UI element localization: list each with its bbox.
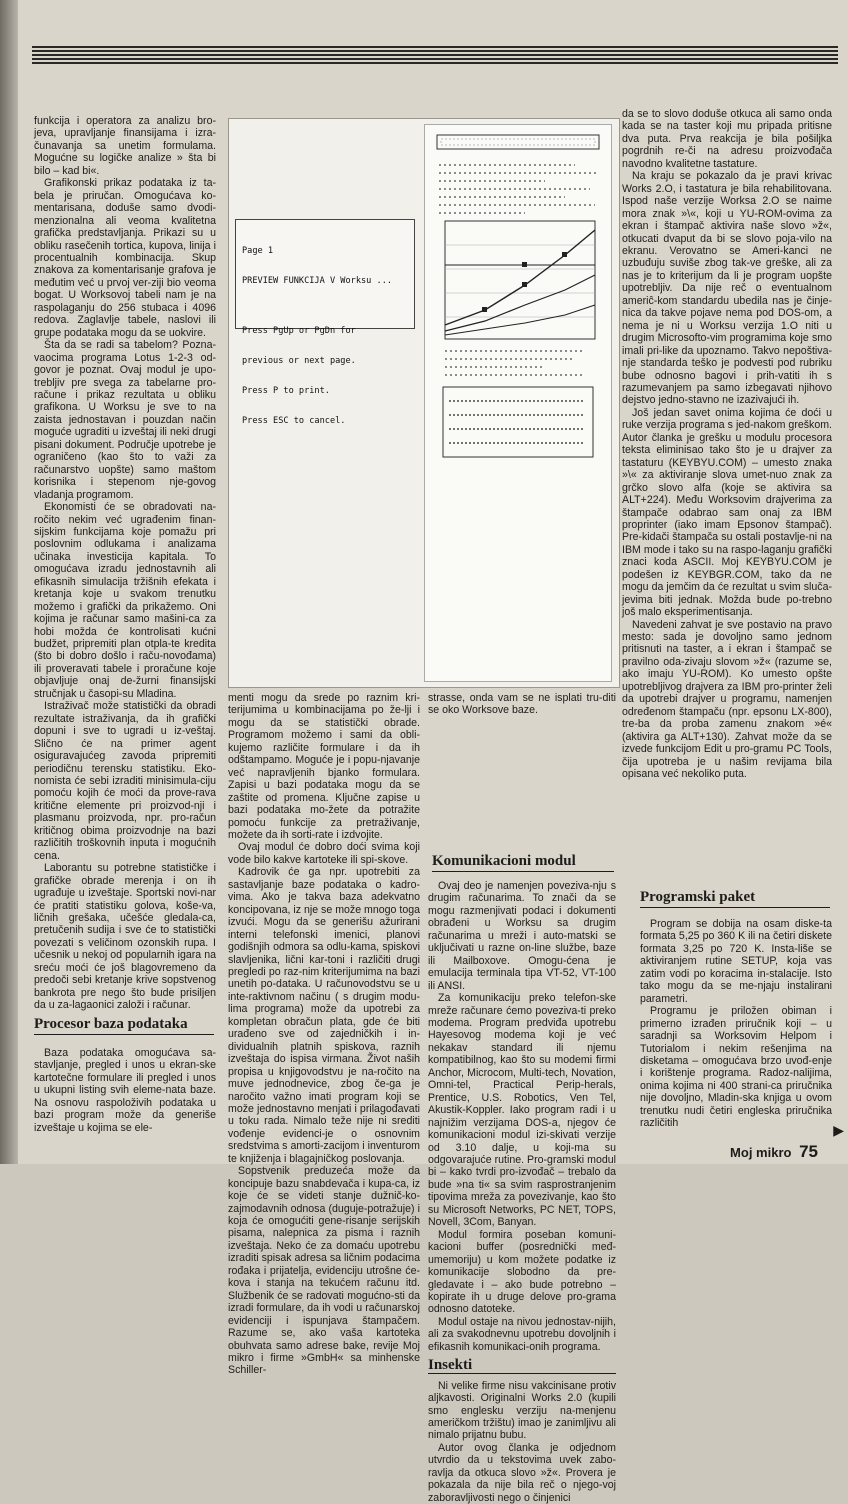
screen-line: Page 1 — [242, 246, 274, 256]
section-heading-procesor: Procesor baza podataka — [34, 1016, 214, 1035]
paragraph: Laborantu su potrebne statističke i grafičke obrade merenja i on ih ugrađuje u izveštaje. Sportski novi-nar će pratiti statistiku golova, koše-va, ličnih grešaka, učešće gledala-ca, pretučenih sudija i sve će to statistički povezati s veličinom ozonskih rupa. I učesnik u nekoj od popularnih igara na sreću moći će još blagovremeno da predoči sebi kretanje krive sopstvenog bankrota pre nego što bude prisiljen da u za-lagaonici založi i računar. — [34, 862, 216, 1012]
paragraph: Modul formira poseban komuni-kacioni buffer (posrednički međ-umemoriju) u kom možete podatke iz komunikacije slobodno da pre-gledavate i – ako bude potrebno – kopirate ih u druge delove pro-grama odnosno datoteke. — [428, 1228, 616, 1316]
section-heading-programski: Programski paket — [640, 889, 830, 908]
paragraph: strasse, onda vam se ne isplati tru-diti se oko Worksove baze. — [428, 692, 616, 717]
column-4 — [622, 108, 832, 883]
paragraph: menti mogu da srede po raznim kri-terijumima u kombinacijama po že-lji i mogu da se statistički obrade. Programom možemo i sami da obli-kujemo različite formulare i da ih odštampamo. Moguće je i popu-njavanje već napravljenih bjanko formulara. Zapisi u bazi podataka mogu da se zaštite od promena. Ključne zapise u bazi podataka mo-žete da potražite pomoću funkcije za pretraživanje, možete da ih sorti-rate i izdvojite. — [228, 692, 420, 841]
paragraph: Šta da se radi sa tabelom? Pozna-vaocima programa Lotus 1-2-3 od-govor je poznat. Ovaj modul je upo-trebljiv pre svega za tabelarne pro-račune i prikaz rezultata u obliku grafikona. U Worksu je sve to na zaista jednostavan i pouzdan način moguće ugraditi u izveštaj ili neki drugi pisani dokument. Područje upotrebe je ograničeno (kao što to važi za računarstvo uopšte) samo maštom korisnika i stepenom nje-govog vladanja programom. — [34, 339, 216, 501]
paragraph: Ovaj modul će dobro doći svima koji vode bilo kakve kartoteke ili spi-skove. — [228, 841, 420, 866]
column-3-top — [428, 692, 616, 730]
paragraph: Ni velike firme nisu vakcinisane protiv aljkavosti. Originalni Works 2.0 (kupili smo englesku verziju na-menjenu američkom tržištu) imao je zanimljivu ali nimalo prijatnu bubu. — [428, 1379, 616, 1442]
paragraph: Ekonomisti će se obradovati na-ročito nekim već ugrađenim finan-sijskim funkcijama koje pomažu pri poslovnim odlukama i analizama učinaka investicija kapitala. To omogućava izradu jednostavnih ali efikasnih simulacija tržišnih efekata i kretanja koje u svakom trenutku možemo i grafički da prikažemo. Oni kojima je računar samo mašini-ca za hobi možda će kontrolisati kućni budžet, pripremiti plan otpla-te kredita (što bi dobro došlo i raču-novođama) ili proveravati tabele i proračune koje objavljuje onaj de-žurni finansijski stručnjak u časopi-su Mladina. — [34, 501, 216, 700]
screen-line: previous or next page. — [242, 356, 356, 366]
paragraph: Grafikonski prikaz podataka iz ta-bela je priručan. Omogućava ko-mentarisana, doduše samo dvodi-menzionalna ali veoma kvalitetna grafička predstavljanja. Prikazi su u obliku rasečenih tortica, kupova, linija i procentualnih kombinacija. Skup znakova za komentarisanje grafova je međutim već u prvoj ver-ziji bio veoma bogat. U Worksovoj tabeli nam je na raspolaganju do 256 stubaca i 4096 redova. Zaglavlje tabele, naslovi ili grupe podataka mogu da se uokvire. — [34, 177, 216, 339]
column-2 — [228, 692, 420, 1377]
paragraph: Modul ostaje na nivou jednostav-nijih, ali za svakodnevnu upotrebu dovoljnih i efikasnih komunikaci-onih programa. — [428, 1315, 616, 1353]
screen-line: Press ESC to cancel. — [242, 416, 346, 426]
page-footer — [730, 1142, 818, 1162]
preview-screen — [235, 219, 415, 426]
page-number: 75 — [799, 1142, 818, 1161]
page-binding-shadow — [0, 0, 18, 1164]
paragraph: Na kraju se pokazalo da je pravi krivac Works 2.O, i tastatura je bila rehabilitovana. Ispod naše verzije Worksa 2.O se naime mora znak »\«, koji u YU-ROM-ovima za ekran i štampač aktivira naše slovo »ž«, otkucati dvaput da bi se slovo poja-vilo na ekranu. Verovatno se Ameri-kanci ne uzbuđuju suviše zbog tak-ve greške, ali za nas je to kriterijum da li je program uopšte upotrebljiv. Da nije reč o eventualnom ameriĉ-kom standardu ubedila nas je činje-nica da takve pojave nema pod DOS-om, a nema je ni u Worksu verzija 1.O niti u drugim Microsofto-vim programima koje smo imali pri-like da upoznamo. Takvo nepoštiva-nje standarda teško je podvesti pod rubriku bube odnosno bagovi i prih-vatiti ih s razumevanjem pa samo izbegavati njihovo dejstvo jedno-stavno ne izazivajući ih. — [622, 170, 832, 407]
paragraph: da se to slovo doduše otkuca ali samo onda kada se na taster koji mu pripada pritisne dva puta. Prva reakcija je bila pošiljka pogrdnih re-či na adresu proizvođača navodno kvalitetne tastature. — [622, 108, 832, 170]
column-1-bottom — [34, 1047, 216, 1147]
section-heading-insekti: Insekti — [428, 1359, 616, 1373]
paragraph: Još jedan savet onima kojima će doći u ruke verzija programa s jed-nakom greškom. Autor članka je grešku u modulu procesora teksta eliminisao tako što je u drajver za tastaturu (KEYBYU.COM) – umesto znaka »\« za aktiviranje slova umet-nuo znak za grčko slovo alfa (koje se aktivira sa ALT+224). Među Worksovim drajverima za štampače odabrao sam onaj za IBM proprinter (iako imam Epsonov štampač). Pre-kidači štampača su ostali postavlje-ni na IBM mode i tako su na raspo-laganju grafički znaci koda ASCII. Moj KEYBYU.COM je podešen iz KEYBGR.COM, tako da ne mogu da jemčim da će rezultat u svim sluča-jevima biti jednak. Možda bude po-trebno još malo eksperimentisanja. — [622, 406, 832, 619]
column-3 — [428, 880, 616, 1504]
section-heading-komunikacioni: Komunikacioni modul — [432, 853, 614, 872]
printed-page-preview — [425, 125, 611, 681]
paragraph: Ovaj deo je namenjen poveziva-nju s drugim računarima. To znači da se mogu razmenjivati podaci i dokumenti obrađeni u Worksu sa drugim računarima u mreži i auto-matski se uključivati u razne on-line službe, baze ili Mailboxove. Omogu-ćena je emulacija terminala tipa VT-52, VT-100 ili ANSI. — [428, 880, 616, 992]
paragraph: Sopstvenik preduzeća može da koncipuje bazu snabdevača i kupa-ca, iz koje će se videti stanje dužnič-ko-zajmodavnih odnosa (duguje-potražuje) i koja će omogućiti gene-risanje serijskih pisama, nalepnica za pisma i raznih izveštaja. Neko će za domaću upotrebu izraditi spisak adresa sa ličnim podacima rođaka i prijatelja, evidenciju utrošne će-kova i stanja na tekućem računu itd. Službenik će se radovati mogućno-sti da izradi formulare, da ih vodi u računarskoj evidenciji i ispunjava štampačem. Razume se, ako vaša kartoteka obuhvata samo adrese bake, revije Moj mikro i firme »GmbH« sa minhenske Schiller- — [228, 1165, 420, 1377]
screen-line: Press PgUp or PgDn for — [242, 326, 356, 336]
paragraph: funkcija i operatora za analizu bro-jeva, upravljanje finansijama i izra-čunavanja sa unetim formulama. Mogućne su logičke analize » šta bi bilo – kad bi«. — [34, 115, 216, 177]
paragraph: Za komunikaciju preko telefon-ske mreže računare ćemo poveziva-ti preko modema. Program predviđa upotrebu Hayesovog modema koji je već nekakav standard ili njemu kompatibilnog, kao što su modemi firmi Anchor, Microcom, Multi-tech, Novation, Omni-tel, Practical Perip-herals, Prentice, U.S. Robotics, Ven Tel, Akustik-Koppler. Iako program radi i u najnižim verzijama DOS-a, njegov će komunikacioni modul izi-skivati verzije od 3.10 dalje, u koji-ma su odgovarajuće rutine. Pro-gramski modul bi – kako tvrdi pro-izvođač – trebalo da bude »na ti« sa svim rasprostranjenim tipovima mreža za povezivanje, kao što su Microsoft Networks, PC NET, TOPS, Novell, 3Com, Banyan. — [428, 992, 616, 1229]
paragraph: Programu je priložen obiman i primerno izrađen priručnik koji – u saradnji sa Worksovim Helpom i Tutorialom i nekim rešenjima na disketama – omogućava brzo uvođ-enje i korištenje programa. Radoz-nalijima, onima kojima ni 400 strani-ca priručnika nije dovoljno, Mladin-ska knjiga u ovom trenutku nudi četiri engleska priručnika različitih — [640, 1005, 832, 1130]
paragraph: Istraživač može statistički da obradi rezultate istraživanja, da ih grafički dopuni i sve to ugradi u iz-veštaj. Slično će na primer agent osiguravajućeg zavoda pripremiti periodičnu terensku statistiku. Eko-nomista će sebi izraditi minisimula-ciju pomoću kojih će moći da prove-rava kritične elemente pri proizvod-nji i plasmanu proizvoda, npr. pro-račun kritičnog obima proizvodnje na bazi različitih troškovnih inputa i mogućnih cena. — [34, 700, 216, 862]
screen-line: Press P to print. — [242, 386, 330, 396]
screen-line: PREVIEW FUNKCIJA V Worksu ... — [242, 276, 393, 286]
paragraph: Kadrovik će ga npr. upotrebiti za sastavljanje baze podataka o kadro-vima. Ako je takva baza adekvatno koncipovana, iz nje se može mnogo toga izvući. Mogu da se generišu ažurirani interni telefonski imenici, planovi godišnjih odmora sa odlu-kama, spiskovi slavljenika, lični kar-toni i različiti drugi pregledi po raz-nim kriterijumima na bazi unetih po-dataka. U računovodstvu se u inte-raktivnom načinu ( s drugim modu-lima programa) može da upotrebi za kompletan obračun plata, gde će biti urađeno sve od zajedničkih i in-dividualnih platnih spiskova, raznih izveštaja do ispisa virmana. Život naših propisa u knjigovodstvu je na-ročito na muve jednodnevice, zbog če-ga je naročito važno imati program koji se može jednostavno menjati i prilagođavati u toku rada. Nimalo teže nije ni srediti vođenje evidenci-je o osnovnim sredstvima s amorti-zacijom i inventurom te knjiženja i blagajničkog poslovanja. — [228, 866, 420, 1165]
paragraph: Baza podataka omogućava sa-stavljanje, pregled i unos u ekran-ske kartotečne formulare ili pregled i unos u ukupni listing svih eleme-nata baze. Na osnovu raspoloživih podataka u bazi program može da generiše izveštaje u kojima se ele- — [34, 1047, 216, 1134]
column-1 — [34, 115, 216, 1015]
column-4-bottom — [640, 918, 832, 1146]
printed-page-graphic — [425, 125, 611, 681]
paragraph: Autor ovog članka je odjednom utvrdio da u tekstovima uvek zabo-ravlja da otkuca slovo »ž«. Provera je pokazala da nije bila reč o njego-voj zaboravljivosti nego o činjenici — [428, 1441, 616, 1504]
screenshot-figure — [228, 118, 620, 688]
header-hatch-bar — [32, 44, 838, 64]
continue-arrow-icon: ▶ — [833, 1122, 844, 1138]
magazine-name: Moj mikro — [730, 1145, 792, 1160]
paragraph: Program se dobija na osam diske-ta formata 5,25 po 360 K ili na četiri diskete formata 3,25 po 720 K. Insta-liše se aktiviranjem rutine SETUP, koja vas zatim vodi po koracima in-stalacije. Isto tako mogu da se me-njaju instalirani parametri. — [640, 918, 832, 1005]
paragraph: Navedeni zahvat je sve postavio na pravo mesto: sada je dovoljno samo jednom pritisnuti na taster, a i ekran i štampač se pravilno oda-zivaju slovom »ž« (razume se, ako imaju YU-ROM). Ko umesto opšte upotrebljivog drajvera za IBM pro-printer želi da upotrebi drajver u programu, namenjen određenom štampaču (npr. epsonu LX-800), tre-ba da proba zamenu znakom »é« (aktivira ga ALT+130). Zahvat može da se izvede funkcijom Edit u pro-gramu PC Tools, čija upotreba je u našim revijama bila opisana već nekoliko puta. — [622, 618, 832, 781]
